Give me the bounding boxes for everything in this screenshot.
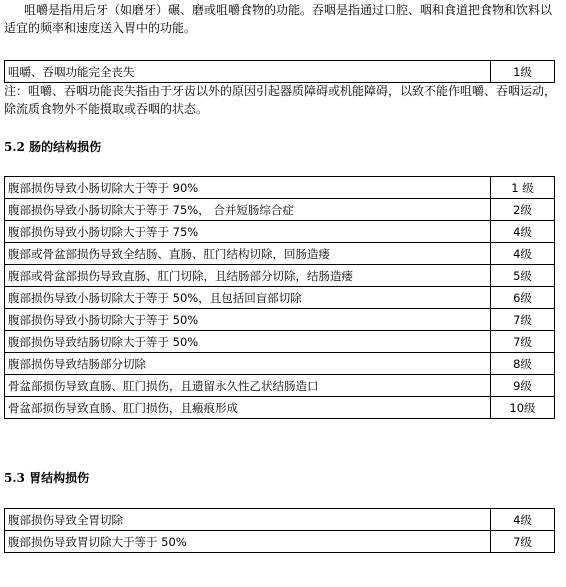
row-description: 骨盆部损伤导致直肠、肛门损伤，且瘢痕形成	[5, 397, 491, 419]
row-description: 咀嚼、吞咽功能完全丧失	[5, 61, 491, 83]
stomach-table	[4, 508, 555, 553]
row-description: 腹部损伤导致小肠切除大于等于 50%，且包括回盲部切除	[5, 287, 491, 309]
section-heading-stomach	[4, 469, 89, 486]
row-description: 腹部损伤导致全胃切除	[5, 509, 491, 531]
table-row	[5, 243, 555, 265]
row-level: 5级	[491, 265, 555, 287]
table-row	[5, 375, 555, 397]
row-description: 腹部或骨盆部损伤导致全结肠、直肠、肛门结构切除，回肠造瘘	[5, 243, 491, 265]
row-level: 10级	[491, 397, 555, 419]
row-level: 4级	[491, 221, 555, 243]
row-level: 8级	[491, 353, 555, 375]
table-row	[5, 309, 555, 331]
row-description: 腹部损伤导致结肠部分切除	[5, 353, 491, 375]
row-description: 腹部损伤导致小肠切除大于等于 75%	[5, 221, 491, 243]
table-row	[5, 177, 555, 199]
row-description: 骨盆部损伤导致直肠、肛门损伤，且遗留永久性乙状结肠造口	[5, 375, 491, 397]
row-level: 1 级	[491, 177, 555, 199]
row-level: 2级	[491, 199, 555, 221]
row-level: 7级	[491, 309, 555, 331]
section-title: 肠的结构损伤	[29, 140, 102, 154]
table-row	[5, 61, 555, 83]
row-level: 7级	[491, 331, 555, 353]
row-level: 7级	[491, 531, 555, 553]
table-row	[5, 531, 555, 553]
note-paragraph: 注：咀嚼、吞咽功能丧失指由于牙齿以外的原因引起器质障碍或机能障碍，以致不能作咀嚼、吞咽运动，除流质食物外不能摄取或吞咽的状态。	[4, 84, 557, 116]
table-row	[5, 265, 555, 287]
table-row	[5, 331, 555, 353]
table-row	[5, 199, 555, 221]
section-heading-intestine	[4, 138, 101, 155]
intro-text: 咀嚼是指用后牙（如磨牙）碾、磨或咀嚼食物的功能。吞咽是指通过口腔、咽和食道把食物和饮料以适宜的频率和速度送入胃中的功能。	[4, 3, 553, 35]
row-level: 4级	[491, 509, 555, 531]
row-level: 1级	[491, 61, 555, 83]
row-description: 腹部损伤导致小肠切除大于等于 75%， 合并短肠综合症	[5, 199, 491, 221]
row-description: 腹部损伤导致小肠切除大于等于 50%	[5, 309, 491, 331]
row-level: 6级	[491, 287, 555, 309]
row-description: 腹部或骨盆部损伤导致直肠、肛门切除，且结肠部分切除，结肠造瘘	[5, 265, 491, 287]
table-row	[5, 509, 555, 531]
section-number: 5.2	[4, 140, 25, 154]
section-title: 胃结构损伤	[29, 471, 90, 485]
intro-paragraph	[4, 1, 560, 37]
intestine-table	[4, 176, 555, 419]
section-number: 5.3	[4, 471, 25, 485]
row-description: 腹部损伤导致结肠切除大于等于 50%	[5, 331, 491, 353]
row-level: 4级	[491, 243, 555, 265]
row-level: 9级	[491, 375, 555, 397]
row-description: 腹部损伤导致小肠切除大于等于 90%	[5, 177, 491, 199]
row-description: 腹部损伤导致胃切除大于等于 50%	[5, 531, 491, 553]
table-row	[5, 221, 555, 243]
table-row	[5, 397, 555, 419]
chewing-table	[4, 60, 555, 83]
table-row	[5, 287, 555, 309]
table-row	[5, 353, 555, 375]
